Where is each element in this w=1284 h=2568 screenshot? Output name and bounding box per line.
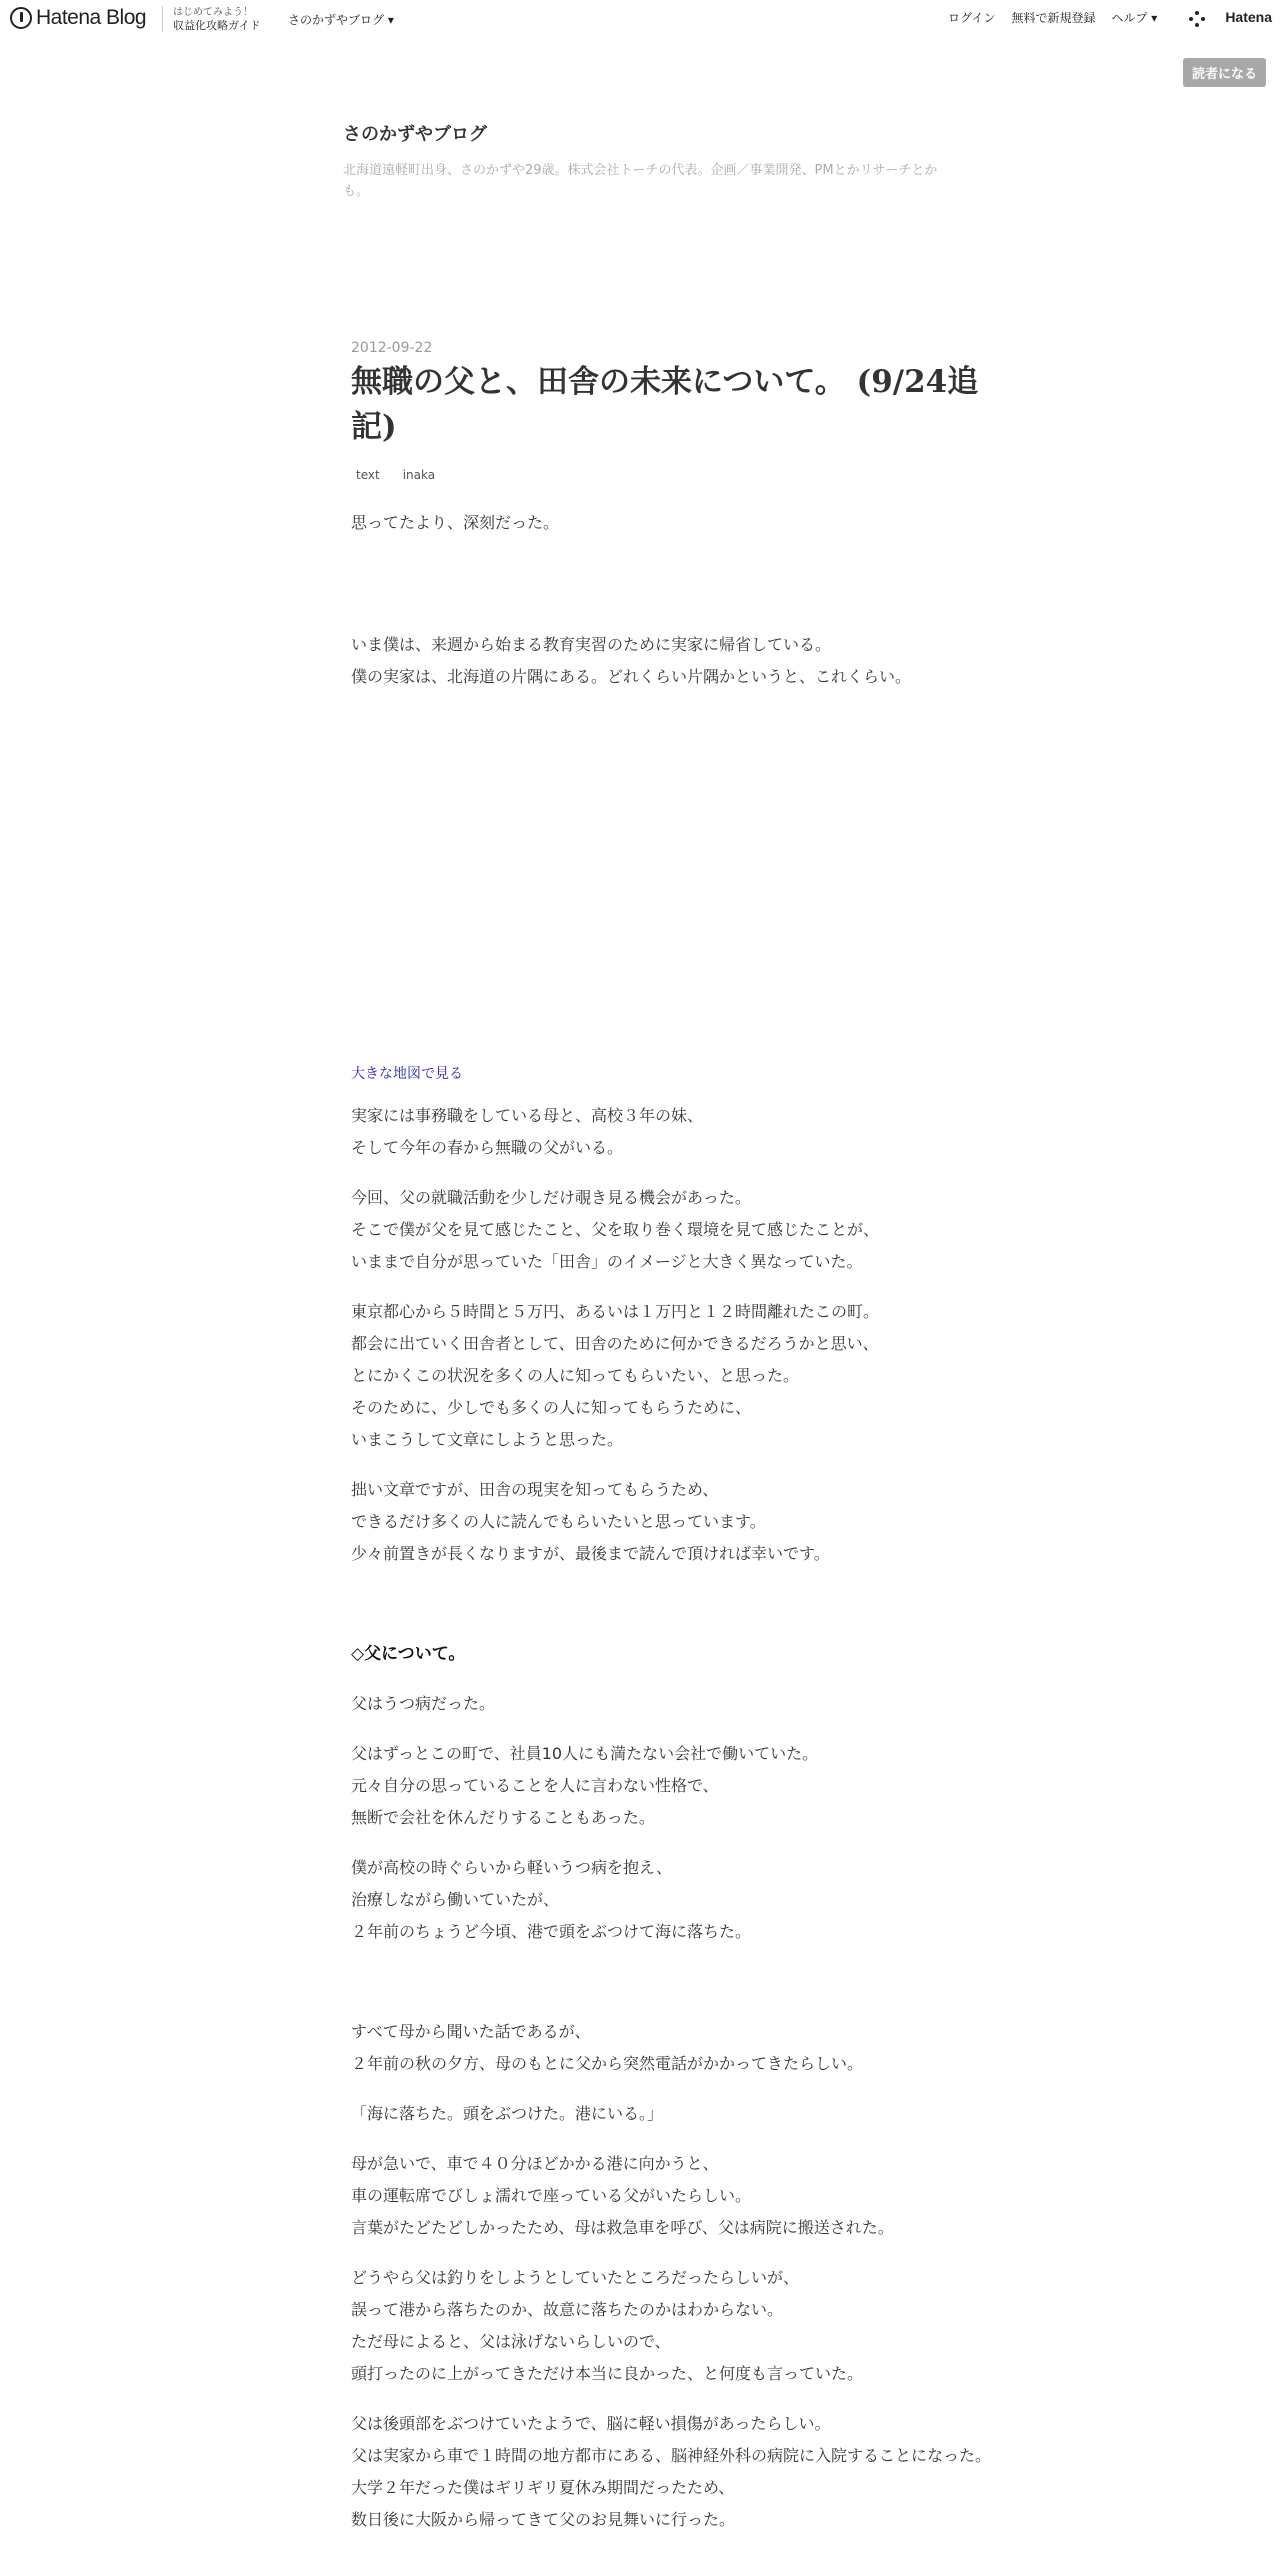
- blog-title[interactable]: さのかずやブログ: [343, 124, 487, 145]
- paragraph: 父はうつ病だった。: [351, 1694, 496, 1713]
- login-link[interactable]: ログイン: [948, 11, 996, 26]
- paragraph: 実家には事務職をしている母と、高校３年の妹、 そして今年の春から無職の父がいる。: [351, 1106, 704, 1157]
- hatena-dots-icon: [1189, 11, 1205, 27]
- entry-date[interactable]: 2012-09-22: [351, 340, 433, 356]
- global-header: [0, 0, 1284, 38]
- subscribe-button[interactable]: 読者になる: [1183, 58, 1266, 87]
- monetize-guide-link[interactable]: [162, 6, 261, 32]
- blog-menu-dropdown[interactable]: さのかずやブログ ▾: [288, 13, 394, 27]
- paragraph: 父は後頭部をぶつけていたようで、脳に軽い損傷があったらしい。 父は実家から車で１時間の地方都市にある、脳神経外科の病院に入院することになった。 大学２年だった僕はギリギリ夏休み期間だったため、 数日後に大阪から帰ってきて父のお見舞いに行った。: [351, 2414, 992, 2529]
- guide-line-1: はじめてみよう！: [173, 7, 253, 18]
- help-dropdown[interactable]: ヘルプ ▾: [1111, 11, 1158, 26]
- guide-line-2: 収益化攻略ガイド: [173, 19, 261, 32]
- account-menu: [932, 9, 1272, 27]
- entry-content: [351, 507, 1021, 2536]
- logo-text: Hatena Blog: [36, 6, 147, 29]
- hatena-link[interactable]: [1173, 9, 1272, 27]
- hatena-blog-logo-icon: [10, 7, 32, 29]
- category-text[interactable]: text: [356, 468, 380, 482]
- paragraph: 父はずっとこの町で、社員10人にも満たない会社で働いていた。 元々自分の思っていることを人に言わない性格で、 無断で会社を休んだりすることもあった。: [351, 1744, 819, 1827]
- section-heading: ◇父について。: [351, 1644, 466, 1664]
- entry-title[interactable]: 無職の父と、田舎の未来について。 (9/24追記): [351, 364, 979, 445]
- hatena-wordmark: Hatena: [1225, 9, 1272, 25]
- hatena-blog-logo[interactable]: [10, 6, 146, 30]
- blog-description: 北海道遠軽町出身、さのかずや29歳。株式会社トーチの代表。企画／事業開発、PMとかリサーチとかも。: [343, 163, 938, 199]
- paragraph: 今回、父の就職活動を少しだけ覗き見る機会があった。 そこで僕が父を見て感じたこと、父を取り巻く環境を見て感じたことが、 いままで自分が思っていた「田舎」のイメージと大きく異なっていた。: [351, 1188, 880, 1271]
- paragraph: いま僕は、来週から始まる教育実習のために実家に帰省している。 僕の実家は、北海道の片隅にある。どれくらい片隅かというと、これくらい。: [351, 635, 912, 686]
- signup-link[interactable]: 無料で新規登録: [1011, 11, 1096, 26]
- paragraph: 拙い文章ですが、田舎の現実を知ってもらうため、 できるだけ多くの人に読んでもらいたいと思っています。 少々前置きが長くなりますが、最後まで読んで頂ければ幸いです。: [351, 1480, 830, 1563]
- paragraph: どうやら父は釣りをしようとしていたところだったらしいが、 誤って港から落ちたのか、故意に落ちたのかはわからない。 ただ母によると、父は泳げないらしいので、 頭打ったのに上がってきただけ本当に良かった、と何度も言っていた。: [351, 2268, 864, 2383]
- paragraph: 母が急いで、車で４０分ほどかかる港に向かうと、 車の運転席でびしょ濡れで座っている父がいたらしい。 言葉がたどたどしかったため、母は救急車を呼び、父は病院に搬送された。: [351, 2154, 894, 2237]
- large-map-link[interactable]: 大きな地図で見る: [351, 1066, 463, 1082]
- entry: [351, 340, 1021, 2554]
- entry-categories: [351, 468, 1021, 482]
- embedded-map[interactable]: [351, 711, 1021, 1057]
- category-inaka[interactable]: inaka: [402, 468, 436, 482]
- paragraph: 思ってたより、深刻だった。: [351, 513, 560, 532]
- paragraph: 「海に落ちた。頭をぶつけた。港にいる。」: [351, 2104, 664, 2123]
- paragraph: すべて母から聞いた話であるが、 ２年前の秋の夕方、母のもとに父から突然電話がかかってきたらしい。: [351, 2022, 864, 2073]
- paragraph: 僕が高校の時ぐらいから軽いうつ病を抱え、 治療しながら働いていたが、 ２年前のちょうど今頃、港で頭をぶつけて海に落ちた。: [351, 1858, 752, 1941]
- paragraph: 東京都心から５時間と５万円、あるいは１万円と１２時間離れたこの町。 都会に出ていく田舎者として、田舎のために何かできるだろうかと思い、 とにかくこの状況を多くの人に知ってもらいたい、と思った。 そのために、少しでも多くの人に知ってもらうために、 いまこうして文章にしようと思った。: [351, 1302, 880, 1449]
